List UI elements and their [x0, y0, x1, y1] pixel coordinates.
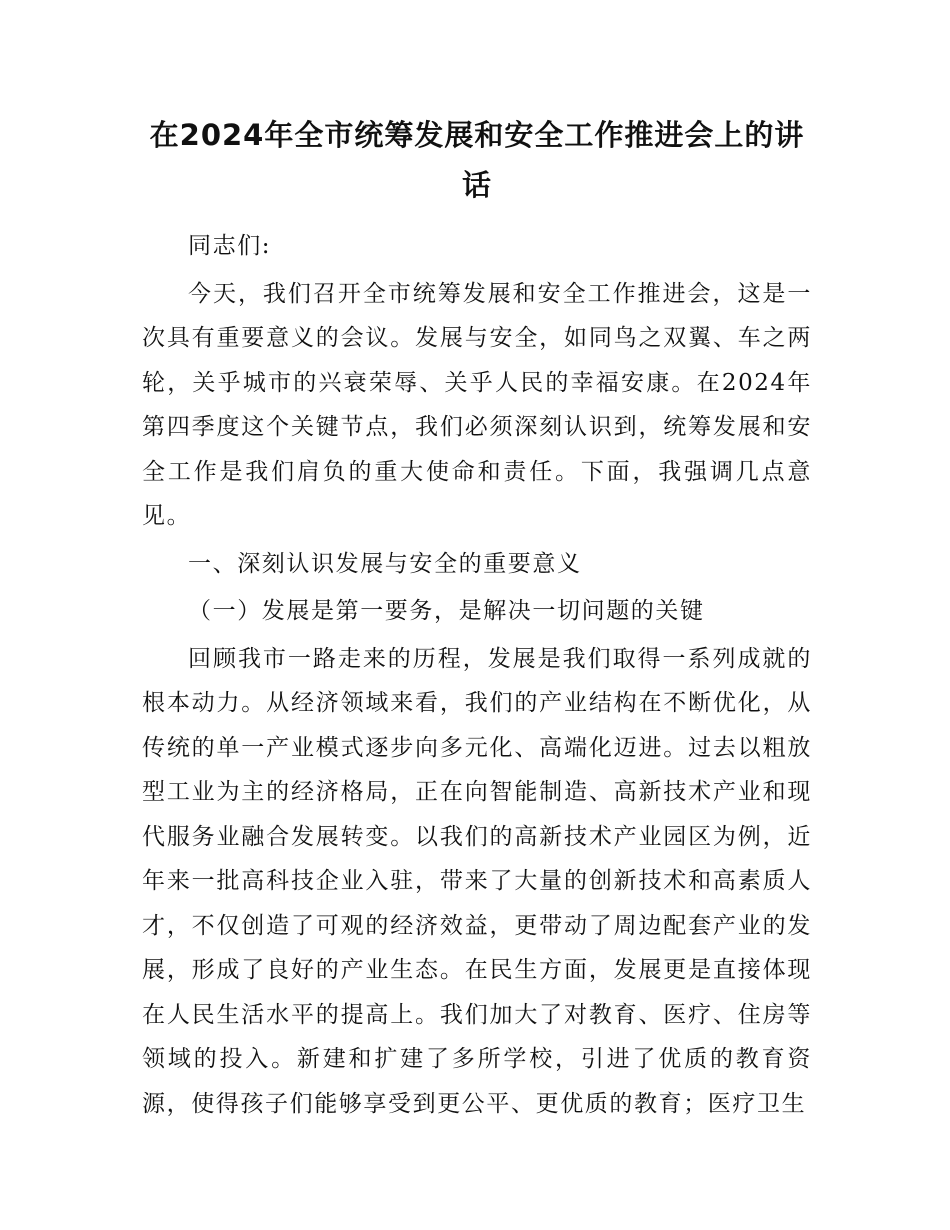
subsection-body-1: 回顾我市一路走来的历程，发展是我们取得一系列成就的根本动力。从经济领域来看，我们的产业结构在不断优化，从传统的单一产业模式逐步向多元化、高端化迈进。过去以粗放型工业为主的经济格局，正在向智能制造、高新技术产业和现代服务业融合发展转变。以我们的高新技术产业园区为例，近年来一批高科技企业入驻，带来了大量的创新技术和高素质人才，不仅创造了可观的经济效益，更带动了周边配套产业的发展，形成了良好的产业生态。在民生方面，发展更是直接体现在人民生活水平的提高上。我们加大了对教育、医疗、住房等领域的投入。新建和扩建了多所学校，引进了优质的教育资源，使得孩子们能够享受到更公平、更优质的教育；医疗卫生: [142, 645, 812, 1117]
section-heading-1: 一、深刻认识发展与安全的重要意义: [188, 550, 582, 577]
document-page: [142, 110, 812, 1129]
subsection-heading-1: （一）发展是第一要务，是解决一切问题的关键: [188, 598, 705, 624]
document-title: 在2024年全市统筹发展和安全工作推进会上的讲话: [149, 118, 805, 202]
intro-paragraph: 今天，我们召开全市统筹发展和安全工作推进会，这是一次具有重要意义的会议。发展与安全，如同鸟之双翼、车之两轮，关乎城市的兴衰荣辱、关乎人民的幸福安康。在2024年第四季度这个关键节点，我们必须深刻认识到，统筹发展和安全工作是我们肩负的重大使命和责任。下面，我强调几点意见。: [142, 280, 812, 529]
salutation: 同志们:: [188, 233, 272, 259]
